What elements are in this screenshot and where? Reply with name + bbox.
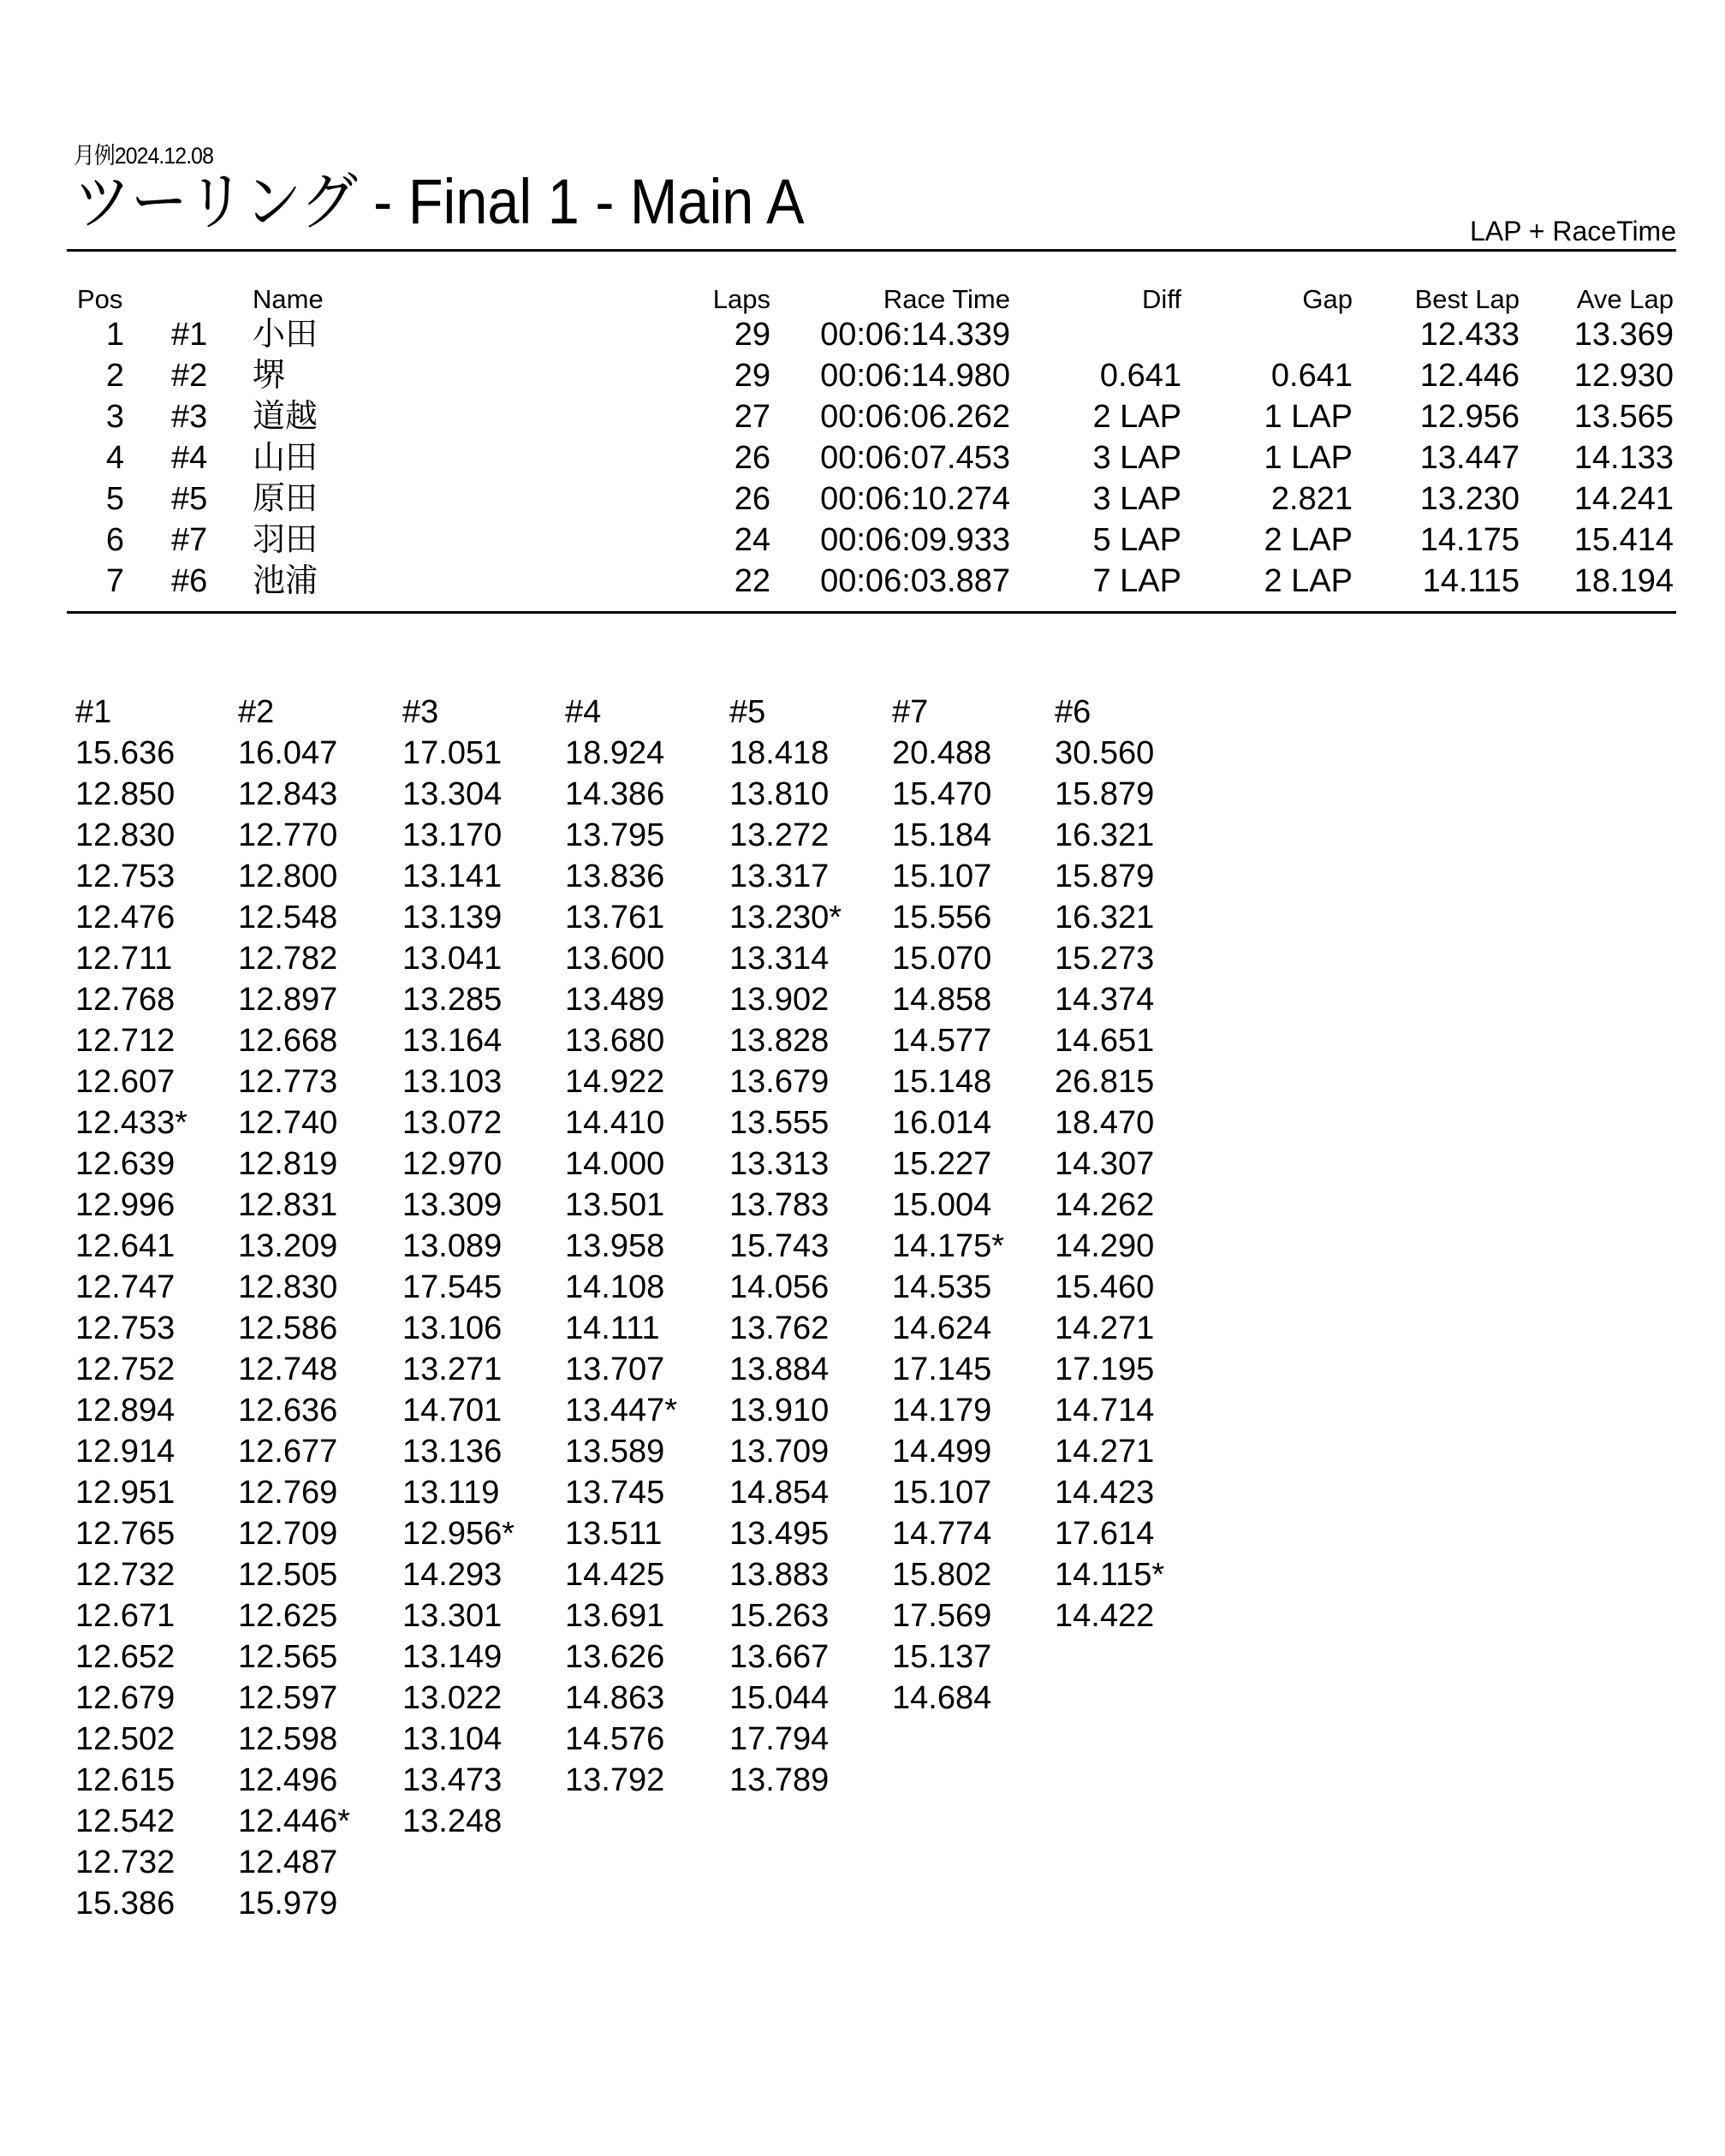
lap-time: 12.753 xyxy=(75,858,175,894)
lap-column xyxy=(892,692,1046,1719)
lap-time: 12.897 xyxy=(238,982,338,1018)
lap-time: 13.589 xyxy=(565,1434,665,1470)
lap-time: 15.470 xyxy=(892,776,992,812)
lap-time: 13.626 xyxy=(565,1639,665,1675)
result-laps: 26 xyxy=(734,440,770,476)
result-car-number: #1 xyxy=(171,317,208,353)
lap-time: 13.707 xyxy=(565,1351,665,1387)
lap-time: 12.747 xyxy=(75,1269,175,1305)
lap-time: 13.089 xyxy=(402,1228,503,1264)
result-gap: 2.821 xyxy=(1270,481,1353,517)
result-ave-lap: 12.930 xyxy=(1573,358,1674,394)
lap-time: 12.850 xyxy=(75,776,175,812)
lap-time: 14.499 xyxy=(892,1434,992,1470)
lap-time: 14.056 xyxy=(729,1269,830,1305)
lap-time: 12.951 xyxy=(75,1475,175,1511)
lap-time: 15.460 xyxy=(1055,1269,1155,1305)
lap-column xyxy=(729,692,883,1801)
result-car-number: #3 xyxy=(171,399,208,435)
result-pos: 5 xyxy=(105,481,124,517)
page-title: ツーリング - Final 1 - Main A xyxy=(74,166,805,237)
lap-time: 20.488 xyxy=(892,735,992,771)
lap-time: 13.139 xyxy=(402,900,503,935)
result-best-lap: 14.175 xyxy=(1419,522,1520,558)
lap-time: 12.641 xyxy=(75,1228,175,1264)
lap-time: 13.783 xyxy=(729,1187,830,1223)
lap-time: 15.273 xyxy=(1055,941,1155,977)
lap-column xyxy=(75,692,229,1924)
lap-time: 12.970 xyxy=(402,1146,503,1182)
column-header-name: Name xyxy=(253,284,324,314)
result-pos: 7 xyxy=(105,563,124,599)
lap-time: 15.263 xyxy=(729,1598,830,1634)
lap-column xyxy=(565,692,719,1801)
lap-time: 17.569 xyxy=(892,1598,992,1634)
result-pos: 4 xyxy=(105,440,124,476)
lap-time: 17.794 xyxy=(729,1721,830,1757)
column-header-diff: Diff xyxy=(1142,284,1181,314)
lap-time: 13.022 xyxy=(402,1680,503,1716)
lap-time: 12.487 xyxy=(238,1844,338,1880)
lap-time: 13.828 xyxy=(729,1023,830,1059)
result-car-number: #7 xyxy=(171,522,208,558)
lap-time: 14.624 xyxy=(892,1310,992,1346)
result-gap: 0.641 xyxy=(1270,358,1353,394)
lap-time: 13.836 xyxy=(565,858,665,894)
result-driver-name: 山田 xyxy=(253,440,318,476)
lap-time: 13.792 xyxy=(565,1762,665,1798)
result-best-lap: 14.115 xyxy=(1422,563,1520,599)
lap-time: 13.762 xyxy=(729,1310,830,1346)
lap-column xyxy=(402,692,556,1842)
column-header-ave-lap: Ave Lap xyxy=(1576,284,1674,314)
lap-time: 12.586 xyxy=(238,1310,338,1346)
lap-time: 14.863 xyxy=(565,1680,665,1716)
lap-time: 15.148 xyxy=(892,1064,992,1100)
result-race-time: 00:06:14.339 xyxy=(820,317,1010,353)
lap-time: 12.542 xyxy=(75,1803,175,1839)
lap-time: 14.576 xyxy=(565,1721,665,1757)
result-diff: 7 LAP xyxy=(1092,563,1181,599)
result-pos: 3 xyxy=(105,399,124,435)
lap-time: 17.145 xyxy=(892,1351,992,1387)
lap-time: 13.072 xyxy=(402,1105,503,1141)
lap-time: 13.884 xyxy=(729,1351,830,1387)
lap-time: 12.607 xyxy=(75,1064,175,1100)
result-diff: 2 LAP xyxy=(1092,399,1181,435)
lap-time: 14.111 xyxy=(565,1310,660,1346)
result-race-time: 00:06:09.933 xyxy=(820,522,1010,558)
lap-time: 13.230* xyxy=(729,900,842,935)
header-divider xyxy=(67,249,1676,252)
lap-time: 13.473 xyxy=(402,1762,503,1798)
lap-time: 12.956* xyxy=(402,1516,515,1552)
lap-time: 14.271 xyxy=(1055,1310,1155,1346)
lap-time: 14.651 xyxy=(1055,1023,1155,1059)
result-race-time: 00:06:10.274 xyxy=(820,481,1010,517)
column-header-laps: Laps xyxy=(712,284,770,314)
lap-time: 12.709 xyxy=(238,1516,338,1552)
lap-time: 12.740 xyxy=(238,1105,338,1141)
lap-time: 13.309 xyxy=(402,1187,503,1223)
lap-time: 15.636 xyxy=(75,735,175,771)
result-pos: 1 xyxy=(105,317,124,353)
lap-time: 14.374 xyxy=(1055,982,1155,1018)
result-gap: 2 LAP xyxy=(1264,522,1353,558)
lap-column-header: #3 xyxy=(402,694,439,730)
lap-time: 13.170 xyxy=(402,817,503,853)
lap-time: 15.386 xyxy=(75,1886,175,1921)
lap-time: 16.321 xyxy=(1055,900,1155,935)
result-pos: 2 xyxy=(105,358,124,394)
lap-time: 13.119 xyxy=(402,1475,500,1511)
result-best-lap: 13.447 xyxy=(1419,440,1520,476)
result-pos: 6 xyxy=(105,522,124,558)
lap-time: 13.447* xyxy=(565,1393,678,1428)
result-best-lap: 12.956 xyxy=(1419,399,1520,435)
column-header-best-lap: Best Lap xyxy=(1414,284,1520,314)
lap-time: 12.748 xyxy=(238,1351,338,1387)
lap-time: 12.433* xyxy=(75,1105,188,1141)
results-divider xyxy=(67,611,1676,614)
lap-time: 12.671 xyxy=(75,1598,175,1634)
lap-time: 13.103 xyxy=(402,1064,503,1100)
result-race-time: 00:06:07.453 xyxy=(820,440,1010,476)
lap-time: 12.800 xyxy=(238,858,338,894)
lap-time: 13.209 xyxy=(238,1228,338,1264)
result-gap: 1 LAP xyxy=(1264,440,1353,476)
lap-time: 12.819 xyxy=(238,1146,338,1182)
result-driver-name: 原田 xyxy=(253,481,318,517)
lap-time: 14.290 xyxy=(1055,1228,1155,1264)
lap-time: 12.502 xyxy=(75,1721,175,1757)
lap-time: 13.314 xyxy=(729,941,830,977)
lap-time: 26.815 xyxy=(1055,1064,1155,1100)
lap-time: 14.535 xyxy=(892,1269,992,1305)
lap-time: 13.136 xyxy=(402,1434,503,1470)
lap-time: 13.495 xyxy=(729,1516,830,1552)
lap-time: 13.141 xyxy=(402,858,503,894)
result-race-time: 00:06:03.887 xyxy=(820,563,1010,599)
result-diff: 5 LAP xyxy=(1092,522,1181,558)
lap-time: 12.768 xyxy=(75,982,175,1018)
lap-time: 12.677 xyxy=(238,1434,338,1470)
lap-time: 13.304 xyxy=(402,776,503,812)
lap-column-header: #4 xyxy=(565,694,602,730)
lap-time: 14.854 xyxy=(729,1475,830,1511)
lap-time: 18.470 xyxy=(1055,1105,1155,1141)
lap-time: 13.164 xyxy=(402,1023,503,1059)
result-diff: 3 LAP xyxy=(1092,481,1181,517)
lap-column xyxy=(238,692,392,1924)
lap-time: 13.680 xyxy=(565,1023,665,1059)
lap-time: 12.615 xyxy=(75,1762,175,1798)
lap-time: 15.184 xyxy=(892,817,992,853)
lap-time: 13.555 xyxy=(729,1105,830,1141)
lap-time: 15.227 xyxy=(892,1146,992,1182)
lap-time: 12.625 xyxy=(238,1598,338,1634)
result-driver-name: 堺 xyxy=(253,358,286,394)
lap-time: 13.313 xyxy=(729,1146,830,1182)
lap-time: 12.712 xyxy=(75,1023,175,1059)
lap-time: 13.745 xyxy=(565,1475,665,1511)
result-laps: 24 xyxy=(734,522,770,558)
lap-time: 14.422 xyxy=(1055,1598,1155,1634)
lap-time: 13.902 xyxy=(729,982,830,1018)
result-ave-lap: 15.414 xyxy=(1573,522,1674,558)
column-header-race-time: Race Time xyxy=(883,284,1010,314)
lap-time: 18.418 xyxy=(729,735,830,771)
lap-column-header: #2 xyxy=(238,694,275,730)
lap-time: 13.667 xyxy=(729,1639,830,1675)
lap-time: 12.914 xyxy=(75,1434,175,1470)
lap-time: 12.598 xyxy=(238,1721,338,1757)
lap-column xyxy=(1055,692,1209,1636)
result-gap: 1 LAP xyxy=(1264,399,1353,435)
lap-time: 12.843 xyxy=(238,776,338,812)
result-ave-lap: 14.133 xyxy=(1573,440,1674,476)
result-car-number: #2 xyxy=(171,358,208,394)
lap-time: 16.014 xyxy=(892,1105,992,1141)
lap-time: 13.709 xyxy=(729,1434,830,1470)
lap-time: 12.770 xyxy=(238,817,338,853)
lap-time: 14.701 xyxy=(402,1393,503,1428)
lap-time: 15.044 xyxy=(729,1680,830,1716)
lap-time: 12.597 xyxy=(238,1680,338,1716)
lap-time: 12.753 xyxy=(75,1310,175,1346)
lap-time: 15.802 xyxy=(892,1557,992,1593)
result-diff: 3 LAP xyxy=(1092,440,1181,476)
lap-time: 14.423 xyxy=(1055,1475,1155,1511)
lap-time: 14.714 xyxy=(1055,1393,1155,1428)
result-ave-lap: 13.369 xyxy=(1573,317,1674,353)
lap-column-header: #1 xyxy=(75,694,112,730)
result-laps: 26 xyxy=(734,481,770,517)
lap-time: 13.761 xyxy=(565,900,665,935)
lap-time: 13.511 xyxy=(565,1516,663,1552)
lap-time: 15.107 xyxy=(892,1475,992,1511)
lap-time: 12.894 xyxy=(75,1393,175,1428)
result-diff: 0.641 xyxy=(1099,358,1181,394)
lap-time: 13.691 xyxy=(565,1598,665,1634)
result-gap: 2 LAP xyxy=(1264,563,1353,599)
lap-time: 13.106 xyxy=(402,1310,503,1346)
lap-time: 12.732 xyxy=(75,1557,175,1593)
lap-time: 13.104 xyxy=(402,1721,503,1757)
lap-time: 13.789 xyxy=(729,1762,830,1798)
lap-time: 15.107 xyxy=(892,858,992,894)
report-type-label: LAP + RaceTime xyxy=(1470,216,1676,246)
lap-time: 12.830 xyxy=(238,1269,338,1305)
lap-time: 12.679 xyxy=(75,1680,175,1716)
lap-column-header: #7 xyxy=(892,694,929,730)
lap-time: 13.958 xyxy=(565,1228,665,1264)
lap-time: 18.924 xyxy=(565,735,665,771)
lap-time: 12.476 xyxy=(75,900,175,935)
result-race-time: 00:06:14.980 xyxy=(820,358,1010,394)
result-race-time: 00:06:06.262 xyxy=(820,399,1010,435)
lap-time: 14.425 xyxy=(565,1557,665,1593)
lap-time: 14.922 xyxy=(565,1064,665,1100)
lap-time: 14.262 xyxy=(1055,1187,1155,1223)
result-driver-name: 小田 xyxy=(253,317,318,353)
lap-time: 13.679 xyxy=(729,1064,830,1100)
lap-time: 14.774 xyxy=(892,1516,992,1552)
lap-time: 14.410 xyxy=(565,1105,665,1141)
lap-time: 13.248 xyxy=(402,1803,503,1839)
lap-time: 13.501 xyxy=(565,1187,665,1223)
result-driver-name: 羽田 xyxy=(253,522,318,558)
lap-time: 12.636 xyxy=(238,1393,338,1428)
result-ave-lap: 14.241 xyxy=(1573,481,1674,517)
result-ave-lap: 18.194 xyxy=(1573,563,1674,599)
result-laps: 22 xyxy=(734,563,770,599)
lap-time: 13.272 xyxy=(729,817,830,853)
column-header-gap: Gap xyxy=(1302,284,1353,314)
lap-time: 12.565 xyxy=(238,1639,338,1675)
lap-time: 14.115* xyxy=(1055,1557,1165,1593)
lap-time: 14.684 xyxy=(892,1680,992,1716)
lap-time: 15.004 xyxy=(892,1187,992,1223)
result-car-number: #6 xyxy=(171,563,208,599)
result-driver-name: 道越 xyxy=(253,399,318,435)
lap-time: 14.108 xyxy=(565,1269,665,1305)
event-subtitle: 月例2024.12.08 xyxy=(74,143,213,169)
lap-time: 12.652 xyxy=(75,1639,175,1675)
result-laps: 27 xyxy=(734,399,770,435)
lap-time: 14.175* xyxy=(892,1228,1005,1264)
lap-time: 12.732 xyxy=(75,1844,175,1880)
lap-time: 15.879 xyxy=(1055,858,1155,894)
lap-time: 12.765 xyxy=(75,1516,175,1552)
lap-time: 15.556 xyxy=(892,900,992,935)
lap-time: 13.600 xyxy=(565,941,665,977)
result-best-lap: 12.446 xyxy=(1419,358,1520,394)
lap-time: 12.769 xyxy=(238,1475,338,1511)
lap-time: 12.496 xyxy=(238,1762,338,1798)
lap-time: 17.051 xyxy=(402,735,503,771)
lap-time: 14.858 xyxy=(892,982,992,1018)
lap-time: 12.782 xyxy=(238,941,338,977)
lap-time: 13.489 xyxy=(565,982,665,1018)
result-laps: 29 xyxy=(734,358,770,394)
result-best-lap: 12.433 xyxy=(1419,317,1520,353)
lap-time: 12.831 xyxy=(238,1187,338,1223)
lap-time: 12.548 xyxy=(238,900,338,935)
lap-time: 16.047 xyxy=(238,735,338,771)
lap-time: 15.743 xyxy=(729,1228,830,1264)
lap-time: 14.179 xyxy=(892,1393,992,1428)
lap-time: 13.795 xyxy=(565,817,665,853)
result-driver-name: 池浦 xyxy=(253,563,318,599)
lap-time: 17.614 xyxy=(1055,1516,1155,1552)
lap-time: 15.879 xyxy=(1055,776,1155,812)
result-best-lap: 13.230 xyxy=(1419,481,1520,517)
lap-time: 14.271 xyxy=(1055,1434,1155,1470)
result-laps: 29 xyxy=(734,317,770,353)
lap-time: 13.301 xyxy=(402,1598,503,1634)
lap-time: 12.639 xyxy=(75,1146,175,1182)
column-header-pos: Pos xyxy=(77,284,123,314)
lap-column-header: #5 xyxy=(729,694,766,730)
lap-time: 12.773 xyxy=(238,1064,338,1100)
lap-time: 13.317 xyxy=(729,858,830,894)
lap-time: 14.307 xyxy=(1055,1146,1155,1182)
lap-time: 13.271 xyxy=(402,1351,503,1387)
lap-time: 12.446* xyxy=(238,1803,351,1839)
lap-time: 15.070 xyxy=(892,941,992,977)
lap-time: 17.195 xyxy=(1055,1351,1155,1387)
lap-time: 13.285 xyxy=(402,982,503,1018)
lap-time: 13.149 xyxy=(402,1639,503,1675)
lap-time: 14.577 xyxy=(892,1023,992,1059)
lap-time: 14.386 xyxy=(565,776,665,812)
result-ave-lap: 13.565 xyxy=(1573,399,1674,435)
lap-time: 13.883 xyxy=(729,1557,830,1593)
lap-time: 12.752 xyxy=(75,1351,175,1387)
lap-time: 13.041 xyxy=(402,941,503,977)
lap-time: 30.560 xyxy=(1055,735,1155,771)
lap-time: 12.996 xyxy=(75,1187,175,1223)
result-car-number: #4 xyxy=(171,440,208,476)
result-car-number: #5 xyxy=(171,481,208,517)
lap-column-header: #6 xyxy=(1055,694,1092,730)
lap-time: 15.137 xyxy=(892,1639,992,1675)
lap-time: 13.910 xyxy=(729,1393,830,1428)
lap-time: 12.830 xyxy=(75,817,175,853)
lap-time: 15.979 xyxy=(238,1886,338,1921)
lap-time: 14.293 xyxy=(402,1557,503,1593)
lap-time: 17.545 xyxy=(402,1269,503,1305)
lap-time: 14.000 xyxy=(565,1146,665,1182)
lap-time: 12.668 xyxy=(238,1023,338,1059)
lap-time: 16.321 xyxy=(1055,817,1155,853)
lap-time: 12.505 xyxy=(238,1557,338,1593)
lap-time: 12.711 xyxy=(75,941,173,977)
lap-time: 13.810 xyxy=(729,776,830,812)
